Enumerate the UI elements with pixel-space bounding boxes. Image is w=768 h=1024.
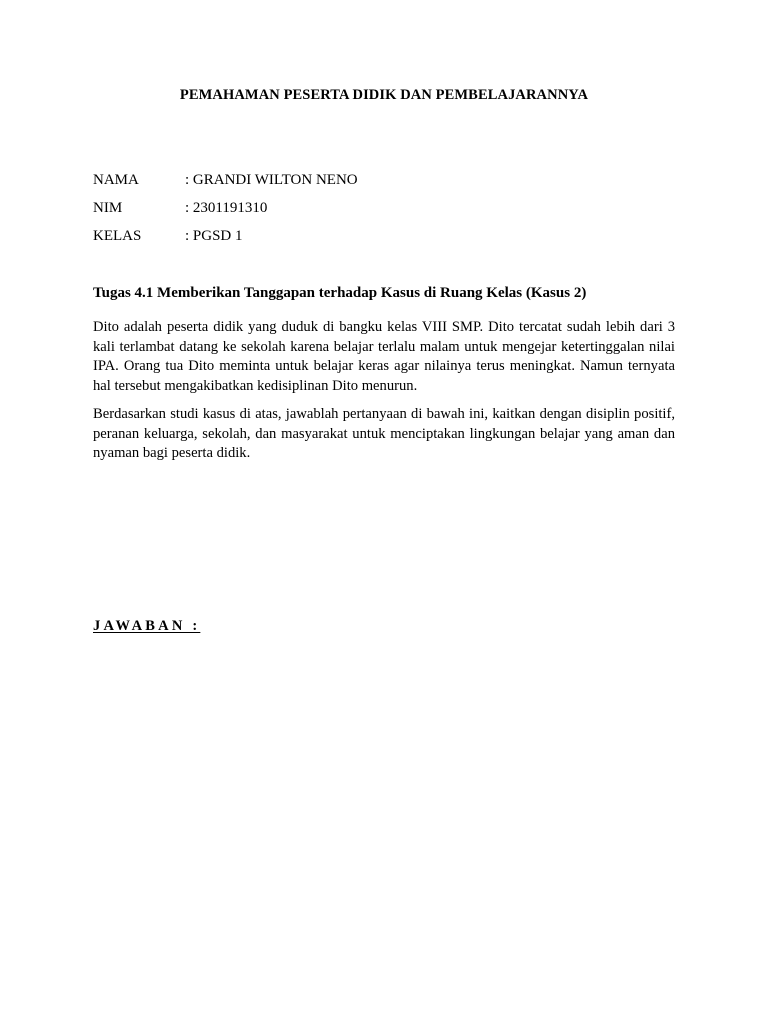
answer-heading: JAWABAN : (93, 618, 201, 634)
identity-value: : GRANDI WILTON NENO (185, 172, 358, 188)
identity-value: : PGSD 1 (185, 228, 243, 244)
identity-label: NIM (93, 200, 123, 216)
task-heading: Tugas 4.1 Memberikan Tanggapan terhadap Kasus di Ruang Kelas (Kasus 2) (93, 285, 587, 301)
identity-row-kelas (93, 226, 243, 246)
identity-label: KELAS (93, 228, 142, 244)
identity-row-name (93, 170, 358, 190)
identity-value: : 2301191310 (185, 200, 268, 216)
document-title: PEMAHAMAN PESERTA DIDIK DAN PEMBELAJARANNYA (179, 87, 589, 103)
case-paragraph: Dito adalah peserta didik yang duduk di bangku kelas VIII SMP. Dito tercatat sudah lebih dari 3 kali terlambat datang ke sekolah karena belajar terlalu malam untuk mengejar ketertinggalan nilai IPA. Orang tua Dito meminta untuk belajar keras agar nilainya terus meningkat. Namun ternyata hal tersebut mengakibatkan kedisiplinan Dito menurun. (93, 319, 675, 394)
instruction-paragraph: Berdasarkan studi kasus di atas, jawablah pertanyaan di bawah ini, kaitkan dengan disiplin positif, peranan keluarga, sekolah, dan masyarakat untuk menciptakan lingkungan belajar yang aman dan nyaman bagi peserta didik. (93, 406, 675, 461)
identity-label: NAMA (93, 172, 139, 188)
identity-row-nim (93, 198, 267, 218)
